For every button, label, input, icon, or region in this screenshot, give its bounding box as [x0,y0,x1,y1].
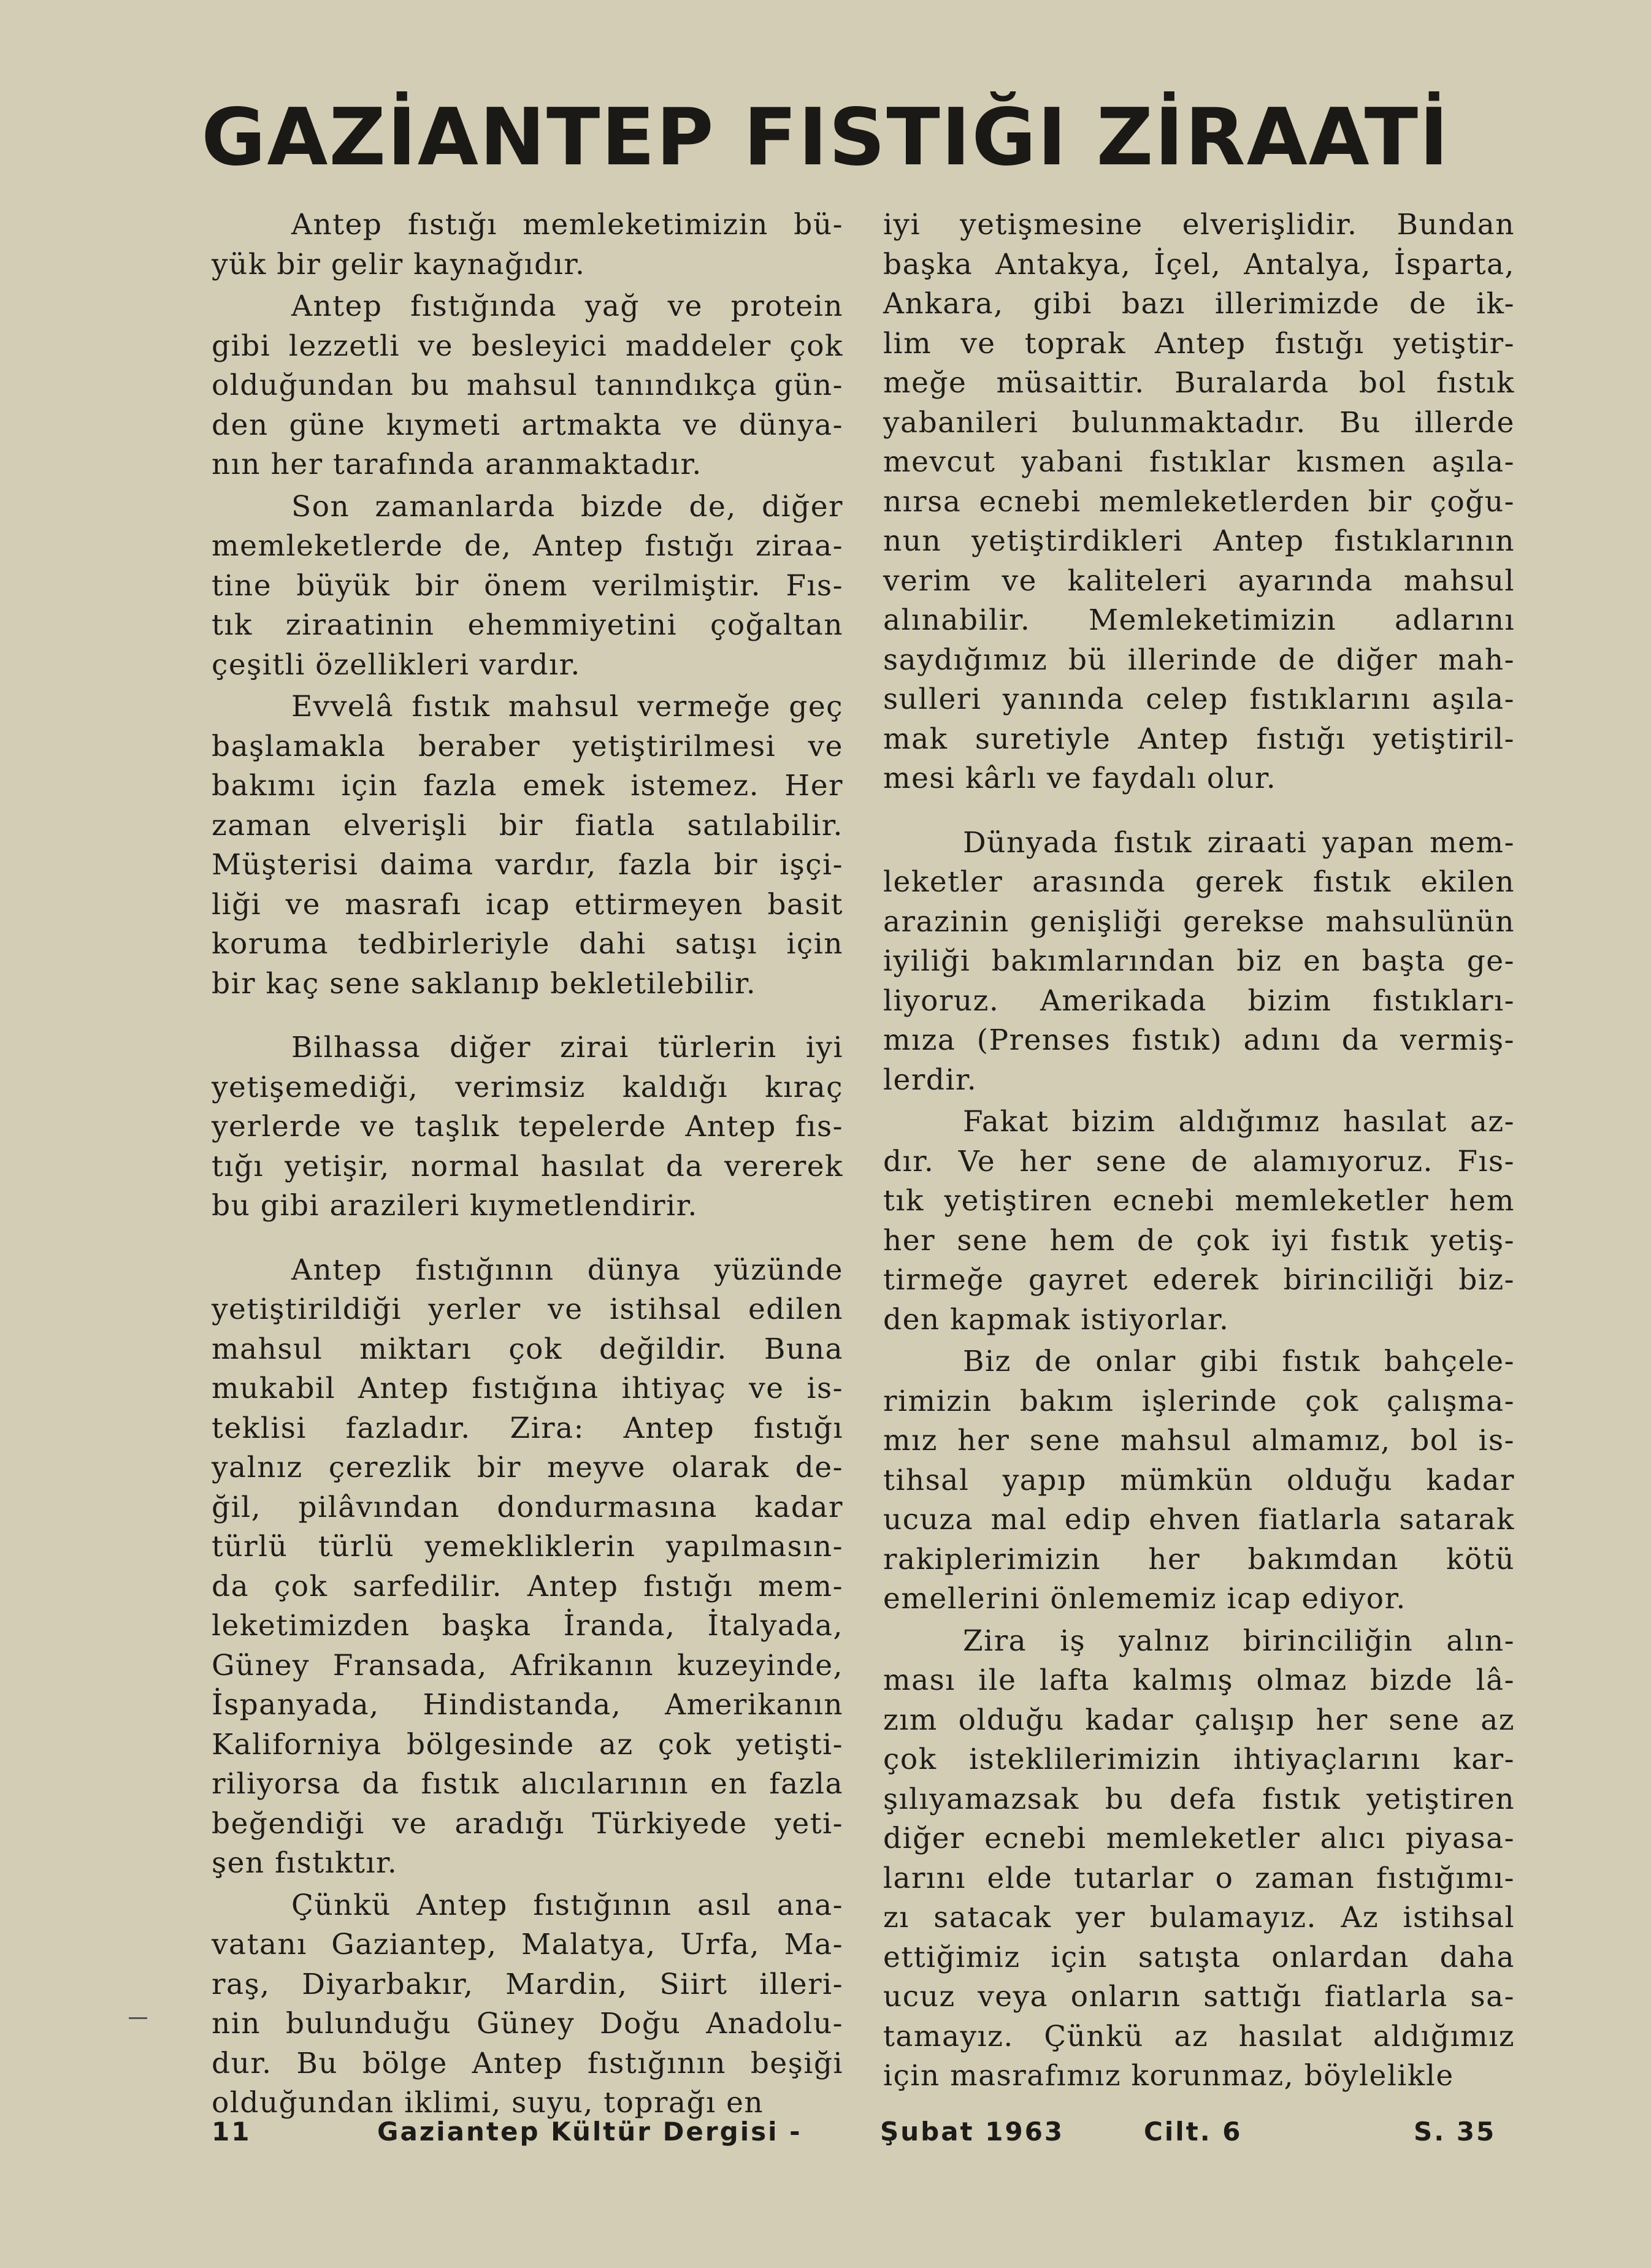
text-line: gibi lezzetli ve besleyici maddeler çok [212,329,843,363]
text-line: teklisi fazladır. Zira: Antep fıstığı [212,1411,843,1445]
text-line: verim ve kaliteleri ayarında mahsul [883,563,1515,598]
left-column [212,205,843,2123]
text-line: lerdir. [883,1063,978,1097]
text-line: mak suretiyle Antep fıstığı yetiştiril- [883,722,1515,756]
text-line: çok isteklilerimizin ihtiyaçlarını kar- [883,1743,1515,1776]
text-line: liyoruz. Amerikada bizim fıstıkları- [883,983,1515,1018]
volume-label: Cilt. 6 [1144,2117,1243,2147]
text-line: nın her tarafında aranmaktadır. [212,448,702,481]
text-line: ucuz veya onların sattığı fiatlarla sa- [883,1980,1515,2014]
text-line: Antep fıstığının dünya yüzünde [291,1253,843,1287]
text-line: mahsul miktarı çok değildir. Buna [212,1332,843,1366]
text-line: şen fıstıktır. [212,1846,398,1880]
text-line: Güney Fransada, Afrikanın kuzeyinde, [212,1648,843,1682]
paragraph [212,1028,843,1226]
text-line: zı satacak yer bulamayız. Az istihsal [883,1901,1515,1934]
text-line: rakiplerimizin her bakımdan kötü [883,1542,1515,1576]
page-footer [212,2117,1515,2153]
text-line: mesi kârlı ve faydalı olur. [883,762,1277,795]
paragraph [883,1102,1515,1340]
text-line: zım olduğu kadar çalışıp her sene az [883,1703,1515,1737]
text-line: raş, Diyarbakır, Mardin, Siirt illeri- [212,1967,843,2001]
text-line: yabanileri bulunmaktadır. Bu illerde [883,405,1515,440]
text-line: ğil, pilâvından dondurmasına kadar [212,1490,843,1524]
text-line: tihsal yapıp mümkün olduğu kadar [883,1463,1515,1497]
text-line: Zira iş yalnız birinciliğin alın- [963,1624,1515,1658]
text-line: olduğundan bu mahsul tanındıkça gün- [212,368,843,402]
paragraph [212,1886,843,2123]
journal-name: Gaziantep Kültür Dergisi - [377,2117,802,2147]
text-line: Ankara, gibi bazı illerimizde de ik- [883,287,1515,321]
text-line: Antep fıstığı memleketimizin bü- [291,208,843,242]
text-line: den güne kıymeti artmakta ve dünya- [212,408,843,442]
text-line: yük bir gelir kaynağıdır. [212,247,586,281]
text-line: yetiştirildiği yerler ve istihsal edilen [212,1292,843,1326]
text-line: için masrafımız korunmaz, böylelikle [883,2059,1454,2093]
text-line: sulleri yanında celep fıstıklarını aşıla- [883,682,1515,716]
text-line: nun yetiştirdikleri Antep fıstıklarının [883,524,1515,558]
text-line: Biz de onlar gibi fıstık bahçele- [963,1345,1515,1378]
text-line: İspanyada, Hindistanda, Amerikanın [212,1688,843,1722]
text-line: şılıyamazsak bu defa fıstık yetiştiren [883,1782,1515,1816]
text-line: tığı yetişir, normal hasılat da vererek [212,1149,843,1183]
text-line: Antep fıstığında yağ ve protein [291,289,843,323]
paragraph [212,487,843,685]
text-line: Evvelâ fıstık mahsul vermeğe geç [291,690,843,724]
text-line: mukabil Antep fıstığına ihtiyaç ve is- [212,1372,843,1405]
text-line: iyi yetişmesine elverişlidir. Bundan [883,208,1515,242]
text-line: bu gibi arazileri kıymetlendirir. [212,1189,698,1223]
text-line: mevcut yabani fıstıklar kısmen aşıla- [883,445,1515,479]
paragraph [883,823,1515,1101]
text-line: tamayız. Çünkü az hasılat aldığımız [883,2019,1515,2053]
text-line: memleketlerde de, Antep fıstığı ziraa- [212,529,843,563]
page-title: GAZİANTEP FISTIĞI ZİRAATİ [201,92,1450,183]
text-line: Kaliforniya bölgesinde az çok yetişti- [212,1727,843,1762]
text-line: yalnız çerezlik bir meyve olarak de- [212,1451,843,1484]
margin-mark [129,2017,147,2019]
text-line: Dünyada fıstık ziraati yapan mem- [963,825,1515,860]
text-line: alınabilir. Memleketimizin adlarını [883,603,1515,637]
text-line: yetişemediği, verimsiz kaldığı kıraç [212,1070,843,1104]
text-line: Fakat bizim aldığımız hasılat az- [963,1105,1515,1139]
text-line: ması ile lafta kalmış olmaz bizde lâ- [883,1663,1515,1697]
text-line: leketimizden başka İranda, İtalyada, [212,1609,843,1643]
text-line: bakımı için fazla emek istemez. Her [212,769,843,803]
text-line: ettiğimiz için satışta onlardan daha [883,1940,1515,1974]
text-line: mız her sene mahsul almamız, bol is- [883,1424,1515,1457]
text-line: den kapmak istiyorlar. [883,1302,1230,1337]
text-line: ucuza mal edip ehven fiatlarla satarak [883,1503,1515,1537]
text-line: vatanı Gaziantep, Malatya, Urfa, Ma- [212,1928,843,1961]
text-line: Son zamanlarda bizde de, diğer [291,489,843,524]
text-line: liği ve masrafı icap ettirmeyen basit [212,887,843,922]
text-line: dur. Bu bölge Antep fıstığının beşiği [212,2046,843,2080]
text-line: başka Antakya, İçel, Antalya, İsparta, [883,247,1515,281]
text-line: larını elde tutarlar o zaman fıstığımı- [883,1861,1515,1895]
text-line: türlü türlü yemekliklerin yapılmasın- [212,1530,843,1564]
text-line: lim ve toprak Antep fıstığı yetiştir- [883,326,1515,361]
paragraph [212,1251,843,1884]
text-line: başlamakla beraber yetiştirilmesi ve [212,729,843,763]
text-line: saydığımız bü illerinde de diğer mah- [883,643,1515,677]
text-line: nin bulunduğu Güney Doğu Anadolu- [212,2007,843,2041]
issue-number: S. 35 [1414,2117,1496,2147]
text-line: beğendiği ve aradığı Türkiyede yeti- [212,1806,843,1841]
text-line: çeşitli özellikleri vardır. [212,647,581,682]
text-line: emellerini önlememiz icap ediyor. [883,1582,1406,1616]
right-column [883,205,1515,2096]
paragraph [883,1622,1515,2096]
text-line: Çünkü Antep fıstığının asıl ana- [291,1888,843,1922]
text-line: leketler arasında gerek fıstık ekilen [883,865,1515,899]
text-line: arazinin genişliği gerekse mahsulünün [883,904,1515,939]
text-line: mıza (Prenses fıstık) adını da vermiş- [883,1023,1515,1057]
text-line: her sene hem de çok iyi fıstık yetiş- [883,1223,1515,1258]
text-line: bir kaç sene saklanıp bekletilebilir. [212,966,757,1001]
text-line: Müşterisi daima vardır, fazla bir işçi- [212,848,843,882]
text-line: nırsa ecnebi memleketlerden bir çoğu- [883,484,1515,519]
text-line: meğe müsaittir. Buralarda bol fıstık [883,366,1515,400]
paragraph [212,287,843,485]
text-line: riliyorsa da fıstık alıcılarının en fazla [212,1767,843,1801]
text-line: zaman elverişli bir fiatla satılabilir. [212,808,843,842]
paragraph [212,687,843,1004]
text-line: iyiliği bakımlarından biz en başta ge- [883,944,1515,978]
text-line: diğer ecnebi memleketler alıcı piyasa- [883,1822,1515,1855]
text-line: da çok sarfedilir. Antep fıstığı mem- [212,1569,843,1603]
paragraph [212,205,843,284]
text-line: tine büyük bir önem verilmiştir. Fıs- [212,568,843,603]
page-number: 11 [212,2117,251,2147]
text-line: yerlerde ve taşlık tepelerde Antep fıs- [212,1110,843,1144]
text-line: koruma tedbirleriyle dahi satışı için [212,927,843,961]
paragraph [883,1342,1515,1619]
text-line: tirmeğe gayret ederek birinciliği biz- [883,1263,1515,1297]
text-line: olduğundan iklimi, suyu, toprağı en [212,2086,764,2120]
paragraph [883,205,1515,799]
text-line: dır. Ve her sene de alamıyoruz. Fıs- [883,1144,1515,1178]
text-line: tık ziraatinin ehemmiyetini çoğaltan [212,608,843,642]
text-line: rimizin bakım işlerinde çok çalışma- [883,1384,1515,1418]
issue-date: Şubat 1963 [880,2117,1065,2147]
text-line: tık yetiştiren ecnebi memleketler hem [883,1184,1515,1218]
text-line: Bilhassa diğer zirai türlerin iyi [291,1031,843,1064]
